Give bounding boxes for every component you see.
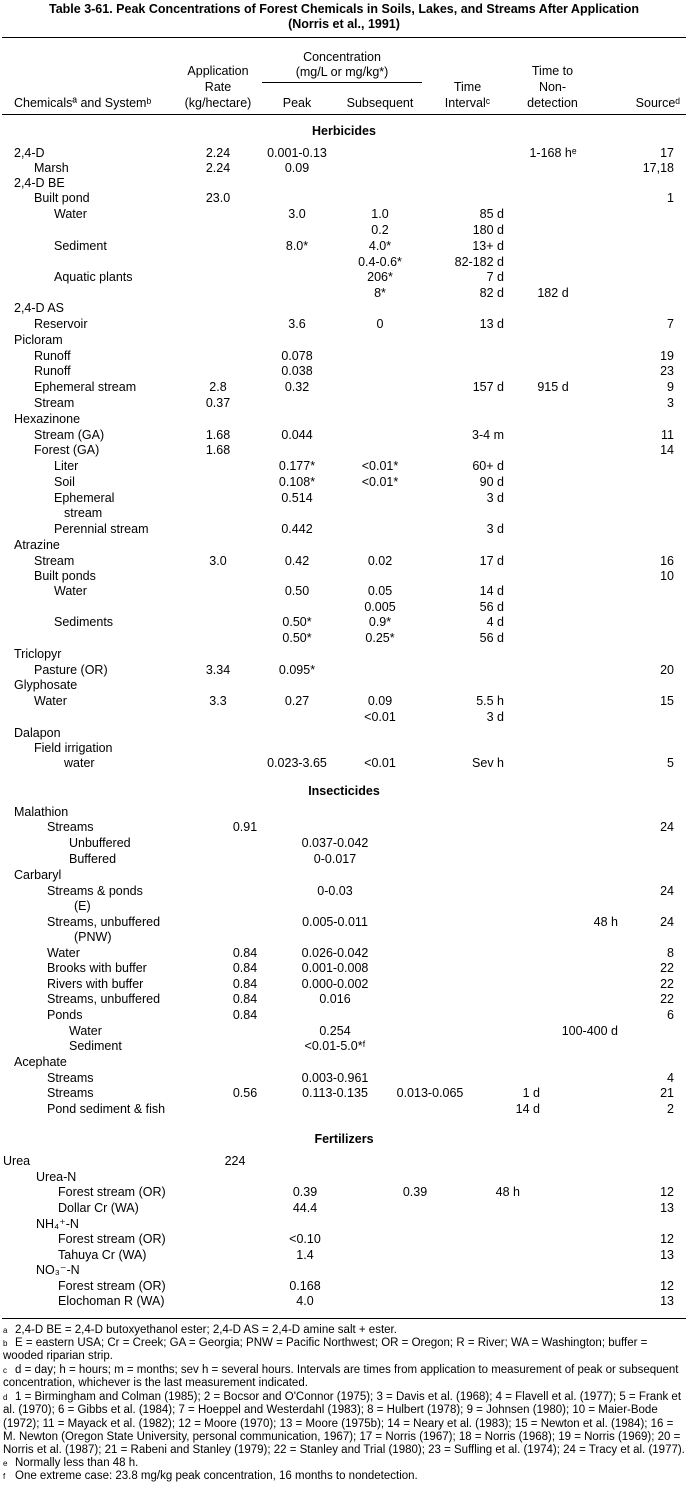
- peak-concentration: 0.108*: [278, 475, 316, 489]
- footnote-text: Normally less than 48 h.: [15, 1457, 139, 1469]
- source-ref: 16: [660, 554, 674, 568]
- peak-concentration: 0.39: [292, 1185, 318, 1199]
- peak-concentration: 0-0.017: [313, 852, 357, 866]
- source-ref: 24: [660, 915, 674, 929]
- application-rate: 0.84: [232, 961, 258, 975]
- time-interval: 60+ d: [472, 459, 504, 473]
- row-label: Tahuya Cr (WA): [58, 1248, 147, 1262]
- source-ref: 19: [660, 349, 674, 363]
- row-label: Brooks with buffer: [47, 961, 147, 975]
- row-label: Sediment: [54, 239, 107, 253]
- header-concentration: Concentration: [303, 50, 381, 64]
- row-label: Carbaryl: [14, 868, 62, 882]
- row-label: Built pond: [34, 191, 90, 205]
- row-label: NO₃⁻-N: [36, 1263, 80, 1277]
- row-label: Rivers with buffer: [47, 977, 144, 991]
- peak-concentration: 0.016: [319, 992, 351, 1006]
- subsequent-concentration: 0.09: [367, 694, 393, 708]
- header-rule: [2, 114, 686, 115]
- subsequent-concentration: 0.2: [371, 223, 389, 237]
- footnote-text: 2,4-D BE = 2,4-D butoxyethanol ester; 2,4-D AS = 2,4-D amine salt + ester.: [15, 1324, 397, 1336]
- row-label: Perennial stream: [54, 522, 149, 536]
- application-rate: 0.37: [205, 396, 231, 410]
- header-interval: Intervalᶜ: [444, 96, 491, 110]
- row-label: Water: [54, 207, 87, 221]
- time-to-nondetection: 182 d: [537, 286, 569, 300]
- row-label: Elochoman R (WA): [58, 1294, 165, 1308]
- time-interval: 14 d: [479, 584, 504, 598]
- peak-concentration: 0.442: [281, 522, 313, 536]
- row-label: Malathion: [14, 805, 69, 819]
- row-label: Water: [47, 946, 80, 960]
- row-label: Sediments: [54, 615, 114, 629]
- header-non: Non-: [538, 80, 567, 94]
- row-label: Forest stream (OR): [58, 1185, 166, 1199]
- header-concentration-units: (mg/L or mg/kg*): [295, 65, 389, 79]
- footnote-marker: f: [3, 1472, 6, 1481]
- peak-concentration: 0.254: [319, 1024, 351, 1038]
- source-ref: 11: [661, 428, 674, 442]
- peak-concentration: 0.001-0.13: [267, 146, 327, 160]
- row-label: Aquatic plants: [54, 270, 133, 284]
- row-label: Buffered: [69, 852, 117, 866]
- row-label: Water: [34, 694, 67, 708]
- subsequent-concentration: <0.01*: [361, 475, 399, 489]
- footnote: [3, 1470, 685, 1483]
- peak-concentration: 8.0*: [285, 239, 309, 253]
- time-to-nondetection: 1-168 hᵉ: [529, 146, 577, 160]
- footnote: [3, 1324, 685, 1337]
- application-rate: 0.84: [232, 946, 258, 960]
- row-label: Streams: [47, 820, 94, 834]
- source-ref: 10: [660, 569, 674, 583]
- row-label: Liter: [54, 459, 79, 473]
- peak-concentration: 0.50*: [282, 631, 312, 645]
- row-label: Stream: [34, 554, 75, 568]
- peak-concentration: 0.177*: [278, 459, 316, 473]
- source-ref: 24: [660, 884, 674, 898]
- source-ref: 1: [667, 191, 674, 205]
- header-chemicals: Chemicalsª and Systemᵇ: [14, 96, 152, 110]
- source-ref: 22: [660, 961, 674, 975]
- time-interval: 1 d: [522, 1086, 540, 1100]
- footnote: [3, 1337, 685, 1364]
- row-label: 2,4-D: [14, 146, 45, 160]
- subsequent-concentration: <0.01: [364, 710, 396, 724]
- peak-concentration: 0.32: [284, 380, 310, 394]
- peak-concentration: 0.27: [284, 694, 310, 708]
- row-label: NH₄⁺-N: [36, 1217, 79, 1231]
- peak-concentration: 0.005-0.011: [302, 915, 368, 929]
- application-rate: 2.24: [205, 146, 231, 160]
- source-ref: 22: [660, 992, 674, 1006]
- subsequent-concentration: <0.01: [364, 756, 396, 770]
- row-label: Urea-N: [36, 1170, 77, 1184]
- subsequent-concentration: 0.4-0.6*: [358, 255, 402, 269]
- header-source: Sourceᵈ: [635, 96, 680, 110]
- peak-concentration: <0.01-5.0*ᶠ: [304, 1039, 366, 1053]
- row-label: Streams: [47, 1071, 94, 1085]
- peak-concentration: 4.0: [296, 1294, 314, 1308]
- row-label: stream: [64, 506, 103, 520]
- peak-concentration: 0.003-0.961: [301, 1071, 369, 1085]
- row-label: (PNW): [74, 930, 112, 944]
- row-label: Soil: [54, 475, 75, 489]
- row-label: Ephemeral stream: [34, 380, 137, 394]
- time-interval: 85 d: [479, 207, 504, 221]
- application-rate: 3.0: [209, 554, 227, 568]
- time-interval: 157 d: [472, 380, 504, 394]
- row-label: Forest stream (OR): [58, 1279, 166, 1293]
- source-ref: 21: [660, 1086, 674, 1100]
- footnote-marker: d: [3, 1393, 8, 1402]
- row-label: Atrazine: [14, 538, 60, 552]
- application-rate: 2.8: [209, 380, 227, 394]
- source-ref: 12: [660, 1232, 674, 1246]
- peak-concentration: 1.4: [296, 1248, 314, 1262]
- source-ref: 14: [660, 443, 674, 457]
- application-rate: 0.84: [232, 977, 258, 991]
- row-label: Dalapon: [14, 726, 61, 740]
- row-label: Forest (GA): [34, 443, 100, 457]
- time-to-nondetection: 48 h: [593, 915, 618, 929]
- time-interval: 3 d: [486, 710, 504, 724]
- peak-concentration: 0.42: [284, 554, 310, 568]
- time-interval: 3 d: [486, 522, 504, 536]
- subsequent-concentration: 0.39: [402, 1185, 428, 1199]
- row-label: Water: [54, 584, 87, 598]
- row-label: 2,4-D BE: [14, 176, 65, 190]
- header-detection: detection: [527, 96, 578, 110]
- row-label: Hexazinone: [14, 412, 81, 426]
- source-ref: 9: [667, 380, 674, 394]
- subsequent-concentration: 0.02: [367, 554, 393, 568]
- footnote: [3, 1391, 685, 1457]
- peak-concentration: 0.001-0.008: [301, 961, 369, 975]
- source-ref: 17,18: [642, 161, 674, 175]
- top-rule: [2, 37, 686, 38]
- time-interval: 82-182 d: [454, 255, 504, 269]
- row-label: Forest stream (OR): [58, 1232, 166, 1246]
- application-rate: 1.68: [205, 443, 231, 457]
- row-label: Pond sediment & fish: [47, 1102, 166, 1116]
- row-label: Ponds: [47, 1008, 83, 1022]
- subsequent-concentration: 0.9*: [368, 615, 392, 629]
- peak-concentration: 0.078: [281, 349, 313, 363]
- peak-concentration: 0.168: [289, 1279, 321, 1293]
- time-interval: 82 d: [479, 286, 504, 300]
- row-label: Water: [69, 1024, 102, 1038]
- peak-concentration: 0.037-0.042: [301, 836, 369, 850]
- time-to-nondetection: 915 d: [537, 380, 569, 394]
- footnote: [3, 1457, 685, 1470]
- row-label: Pasture (OR): [34, 663, 108, 677]
- row-label: Picloram: [14, 333, 63, 347]
- row-label: Reservoir: [34, 317, 88, 331]
- source-ref: 17: [660, 146, 674, 160]
- time-interval: 14 d: [515, 1102, 540, 1116]
- source-ref: 12: [660, 1185, 674, 1199]
- header-rate-3: (kg/hectare): [184, 96, 252, 110]
- header-time: Time: [453, 80, 482, 94]
- footnote: [3, 1364, 685, 1391]
- source-ref: 8: [667, 946, 674, 960]
- source-ref: 4: [667, 1071, 674, 1085]
- row-label: Runoff: [34, 364, 71, 378]
- application-rate: 0.84: [232, 1008, 258, 1022]
- row-label: Urea: [3, 1154, 31, 1168]
- row-label: Dollar Cr (WA): [58, 1201, 139, 1215]
- source-ref: 24: [660, 820, 674, 834]
- peak-concentration: 0.044: [281, 428, 313, 442]
- bottom-rule: [2, 1318, 686, 1319]
- row-label: Marsh: [34, 161, 69, 175]
- time-interval: 13+ d: [472, 239, 504, 253]
- source-ref: 22: [660, 977, 674, 991]
- footnote-marker: c: [3, 1366, 7, 1375]
- source-ref: 13: [660, 1201, 674, 1215]
- row-label: Stream (GA): [34, 428, 105, 442]
- time-interval: 3-4 m: [472, 428, 504, 442]
- application-rate: 2.24: [205, 161, 231, 175]
- application-rate: 224: [224, 1154, 246, 1168]
- footnote-marker: b: [3, 1339, 8, 1348]
- peak-concentration: 44.4: [292, 1201, 318, 1215]
- source-ref: 13: [660, 1248, 674, 1262]
- row-label: Streams: [47, 1086, 94, 1100]
- row-label: Stream: [34, 396, 75, 410]
- source-ref: 3: [667, 396, 674, 410]
- peak-concentration: 0.026-0.042: [301, 946, 369, 960]
- row-label: water: [64, 756, 95, 770]
- source-ref: 15: [660, 694, 674, 708]
- row-label: Sediment: [69, 1039, 122, 1053]
- subsequent-concentration: <0.01*: [361, 459, 399, 473]
- peak-concentration: 0.50: [284, 584, 310, 598]
- subsequent-concentration: 0.013-0.065: [396, 1086, 464, 1100]
- time-interval: 48 h: [495, 1185, 520, 1199]
- peak-concentration: 0.514: [281, 491, 313, 505]
- source-ref: 6: [667, 1008, 674, 1022]
- header-rate-1: Application: [187, 64, 249, 78]
- peak-concentration: 0.095*: [278, 663, 316, 677]
- subsequent-concentration: 1.0: [371, 207, 389, 221]
- time-interval: 56 d: [479, 631, 504, 645]
- peak-concentration: 0.113-0.135: [302, 1086, 368, 1100]
- time-interval: 90 d: [479, 475, 504, 489]
- table-title: Table 3-61. Peak Concentrations of Forest Chemicals in Soils, Lakes, and Streams After Application: [49, 2, 639, 16]
- subsequent-concentration: 8*: [374, 286, 386, 300]
- application-rate: 3.34: [205, 663, 231, 677]
- peak-concentration: 3.6: [288, 317, 306, 331]
- row-label: Streams & ponds: [47, 884, 143, 898]
- peak-concentration: 0.023-3.65: [267, 756, 327, 770]
- row-label: Streams, unbuffered: [47, 915, 161, 929]
- row-label: Glyphosate: [14, 678, 78, 692]
- time-to-nondetection: 100-400 d: [561, 1024, 618, 1038]
- source-ref: 20: [660, 663, 674, 677]
- row-label: Unbuffered: [69, 836, 131, 850]
- subsequent-concentration: 4.0*: [368, 239, 392, 253]
- source-ref: 23: [660, 364, 674, 378]
- source-ref: 5: [667, 756, 674, 770]
- application-rate: 0.56: [232, 1086, 258, 1100]
- section-herbicides: Herbicides: [312, 124, 376, 138]
- concentration-rule: [262, 82, 422, 83]
- time-interval: 5.5 h: [476, 694, 504, 708]
- time-interval: Sev h: [472, 756, 504, 770]
- footnote-marker: e: [3, 1459, 8, 1468]
- source-ref: 12: [660, 1279, 674, 1293]
- header-peak: Peak: [282, 96, 312, 110]
- source-ref: 13: [660, 1294, 674, 1308]
- time-interval: 4 d: [486, 615, 504, 629]
- header-subsequent: Subsequent: [346, 96, 414, 110]
- time-interval: 180 d: [472, 223, 504, 237]
- row-label: Field irrigation: [34, 741, 113, 755]
- row-label: Streams, unbuffered: [47, 992, 161, 1006]
- subsequent-concentration: 0.05: [367, 584, 393, 598]
- application-rate: 23.0: [205, 191, 231, 205]
- time-interval: 3 d: [486, 491, 504, 505]
- peak-concentration: 0.09: [284, 161, 310, 175]
- row-label: Acephate: [14, 1055, 67, 1069]
- peak-concentration: 0.038: [281, 364, 313, 378]
- subsequent-concentration: 0.25*: [365, 631, 395, 645]
- footnote-text: 1 = Birmingham and Colman (1985); 2 = Bocsor and O'Connor (1975); 3 = Davis et al. (1968); 4 = Flavell et al. (1977); 5 = Frank et al. (1970); 6 = Gibbs et al. (1984); 7 = Hoeppel and Westerdahl (1983); 8 = Hulbert (1978); 9 = Johnsen (1980); 10 = Maier-Bode (1972); 11 = Mayack et al. (1982); 12 = Moore (1970); 13 = Moore (1975b); 14 = Neary et al. (1983); 15 = Newton et al. (1984); 16 = M. Newton (Oregon State University, personal communication, 1967); 17 = Norris (1967); 18 = Norris (1968); 19 = Norris (1969); 20 = Norris et al. (1987); 21 = Rabeni and Stanley (1979); 22 = Stanley and Trial (1980); 23 = Suffling et al. (1974); 24 = Tracy et al. (1977).: [3, 1391, 685, 1457]
- row-label: Triclopyr: [14, 647, 62, 661]
- subsequent-concentration: 0: [376, 317, 384, 331]
- header-time-to: Time to: [531, 64, 574, 78]
- time-interval: 13 d: [479, 317, 504, 331]
- peak-concentration: 0.50*: [282, 615, 312, 629]
- footnote-text: d = day; h = hours; m = months; sev h = several hours. Intervals are times from application to measurement of peak or subsequent concentration, whichever is the last measurement indicated.: [3, 1364, 679, 1390]
- footnote-text: One extreme case: 23.8 mg/kg peak concentration, 16 months to nondetection.: [15, 1470, 418, 1482]
- time-interval: 56 d: [479, 600, 504, 614]
- table-citation: (Norris et al., 1991): [288, 17, 400, 31]
- application-rate: 1.68: [205, 428, 231, 442]
- source-ref: 7: [667, 317, 674, 331]
- peak-concentration: 0.000-0.002: [301, 977, 369, 991]
- section-insecticides: Insecticides: [308, 784, 380, 798]
- peak-concentration: 0-0.03: [317, 884, 353, 898]
- footnote-text: E = eastern USA; Cr = Creek; GA = Georgia; PNW = Pacific Northwest; OR = Oregon; R = River; WA = Washington; buffer = wooded riparian strip.: [3, 1337, 648, 1363]
- header-rate-2: Rate: [204, 80, 232, 94]
- section-fertilizers: Fertilizers: [314, 1132, 374, 1146]
- row-label: (E): [74, 899, 91, 913]
- footnote-marker: a: [3, 1326, 8, 1335]
- peak-concentration: 3.0: [288, 207, 306, 221]
- row-label: Runoff: [34, 349, 71, 363]
- subsequent-concentration: 0.005: [364, 600, 396, 614]
- application-rate: 3.3: [209, 694, 227, 708]
- time-interval: 7 d: [486, 270, 504, 284]
- row-label: Ephemeral: [54, 491, 115, 505]
- row-label: 2,4-D AS: [14, 301, 65, 315]
- source-ref: 2: [667, 1102, 674, 1116]
- subsequent-concentration: 206*: [367, 270, 393, 284]
- peak-concentration: <0.10: [289, 1232, 321, 1246]
- time-interval: 17 d: [479, 554, 504, 568]
- application-rate: 0.91: [232, 820, 258, 834]
- application-rate: 0.84: [232, 992, 258, 1006]
- row-label: Built ponds: [34, 569, 96, 583]
